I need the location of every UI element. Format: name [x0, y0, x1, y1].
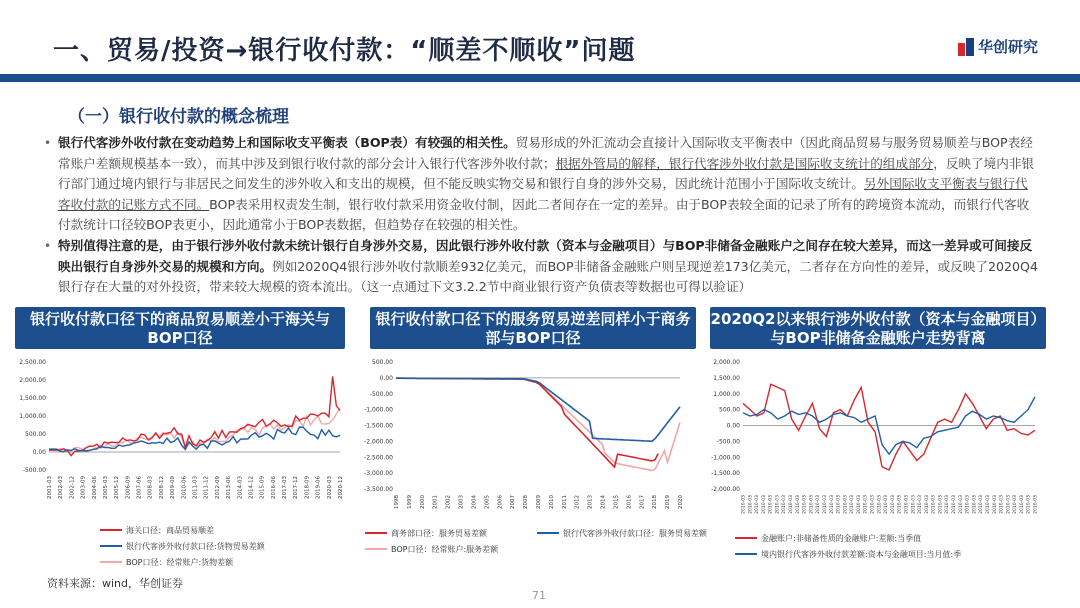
x-tick-label: 2014-12	[248, 476, 255, 499]
x-tick-label: 2010-03	[931, 495, 937, 514]
x-tick-label: 2005-12	[114, 476, 121, 499]
x-tick-label: 2010-03	[795, 495, 801, 514]
x-tick-label: 2010-03	[1026, 495, 1032, 514]
x-tick-label: 2013-06	[226, 476, 233, 499]
x-tick-label: 2008-12	[158, 476, 165, 499]
p1-text-a: 贸易形成的外汇流动会直接计入国际收支平衡表中（因此商品贸易与服务贸易顺差与BOP表经常账户差额规模基本一致），而其中涉及到银行收付款的部分会计入银行代客涉外收付款；	[58, 135, 1033, 171]
p1-underline-b: 另外国际收支平衡表与银行代客收付款的记账方式不同。	[58, 176, 1028, 212]
x-tick-label: 2010-03	[884, 495, 890, 514]
x-tick-label: 2020	[678, 495, 684, 509]
x-tick-label: 2014	[600, 495, 607, 509]
chart1-title: 银行收付款口径下的商品贸易顺差小于海关与BOP口径	[15, 307, 345, 349]
brand-logo	[958, 36, 1038, 57]
legend-label: 金融账户:非储备性质的金融账户:差额:当季值	[761, 533, 922, 543]
legend-swatch	[735, 537, 757, 539]
x-tick-label: 2012	[574, 495, 581, 509]
x-tick-label: 2001	[432, 495, 439, 509]
paragraph-bop-correlation	[44, 133, 1038, 236]
header-divider-bar	[0, 74, 1080, 82]
x-tick-label: 2010-03	[904, 495, 910, 514]
y-tick-label: 2,000.00	[19, 377, 46, 384]
x-tick-label: 2010-03	[809, 495, 815, 514]
chart1-svg	[15, 352, 350, 522]
x-tick-label: 2010-03	[822, 495, 828, 514]
x-tick-label: 2018	[652, 495, 659, 509]
p2-bold-lead: 特别值得注意的是，由于银行涉外收付款未统计银行自身涉外交易，因此银行涉外收付款（资本与金融项目）与BOP非储备金融账户之间存在较大差异，而这一差异或可间接反映出银行自身涉外交易的规模和方向。	[58, 238, 1033, 274]
x-tick-label: 2004-06	[91, 476, 98, 499]
x-tick-label: 2010-03	[836, 495, 842, 514]
legend-swatch	[735, 553, 757, 555]
y-tick-label: 2,000.00	[713, 359, 740, 366]
legend-swatch	[100, 529, 122, 531]
x-tick-label: 2011-12	[203, 476, 210, 499]
x-tick-label: 2010-03	[958, 495, 964, 514]
y-tick-label: 2,500.00	[19, 359, 46, 366]
x-tick-label: 2010-03	[985, 495, 991, 514]
legend-label: 银行代客涉外收付款口径：服务贸易差额	[563, 528, 707, 538]
legend-swatch	[365, 532, 387, 534]
y-tick-label: 0.00	[379, 374, 393, 382]
chart2-panel	[362, 352, 692, 522]
x-tick-label: 2011-03	[192, 476, 199, 499]
x-tick-label: 2017-03	[282, 476, 289, 499]
source-note: 资料来源：wind，华创证券	[47, 577, 184, 590]
p2-text-a: 例如2020Q4银行涉外收付款顺差932亿美元，而BOP非储备金融账户则呈现逆差173亿美元，二者存在方向性的差异，或反映了2020Q4银行存在大量的对外投资，带来较大规模的资本流出。（这一点通过下文3.2.2节中商业银行资产负债表等数据也可得以验证）	[58, 258, 1038, 294]
y-tick-label: -500.00	[22, 467, 46, 474]
chart2-svg	[362, 352, 692, 522]
y-tick-label: -2,500.00	[364, 454, 393, 462]
p1-text-b: ，反映了境内非银行部门通过境内银行与非居民之间发生的涉外收入和支出的规模，但不能反映实物交易和银行自身的涉外交易，因此统计范围小于国际收支统计。	[58, 155, 1035, 191]
x-tick-label: 2010-03	[918, 495, 924, 514]
legend-label: 海关口径：商品贸易顺差	[126, 525, 214, 535]
x-tick-label: 2010-03	[890, 495, 896, 514]
y-tick-label: -1,500.00	[711, 470, 740, 478]
x-tick-label: 2017	[639, 495, 646, 509]
x-tick-label: 2003-09	[80, 476, 87, 499]
y-tick-label: 1,500.00	[19, 395, 46, 402]
x-tick-label: 2010-03	[843, 495, 849, 514]
x-tick-label: 2005	[484, 495, 491, 509]
x-tick-label: 2010-03	[775, 495, 781, 514]
x-tick-label: 2010-03	[979, 495, 985, 514]
x-tick-label: 2010-03	[945, 495, 951, 514]
x-tick-label: 2012-09	[214, 476, 221, 499]
legend-swatch	[100, 545, 122, 547]
x-tick-label: 2018-09	[304, 476, 311, 499]
x-tick-label: 2017-12	[293, 476, 300, 499]
chart1-panel	[15, 352, 350, 522]
logo-icon	[958, 38, 974, 56]
p1-text-c: BOP表采用权责发生制，银行收付款采用资金收付制，因此二者间存在一定的差异。由于BOP表较全面的记录了所有的跨境资本流动，而银行代客收付款统计口径较BOP表更小，因此通常小于BOP表数据，但趋势存在较强的相关性。	[58, 196, 1030, 232]
page-number: 71	[532, 589, 546, 602]
x-tick-label: 2016	[626, 495, 633, 509]
chart3-series-bop-financial	[743, 384, 1035, 470]
x-tick-label: 2010-03	[856, 495, 862, 514]
x-tick-label: 2010-03	[829, 495, 835, 514]
chart3-svg	[705, 352, 1050, 532]
x-tick-label: 2009-09	[170, 476, 177, 499]
x-tick-label: 1999	[406, 495, 413, 509]
x-tick-label: 2010-03	[965, 495, 971, 514]
x-tick-label: 2010-03	[1033, 495, 1039, 514]
chart2-legend	[365, 525, 707, 557]
x-tick-label: 2010-03	[741, 495, 747, 514]
x-tick-label: 2006-09	[125, 476, 132, 499]
legend-swatch	[365, 548, 387, 550]
page-title: 一、贸易/投资→银行收付款：“顺差不顺收”问题	[53, 36, 636, 66]
legend-label: BOP口径：经常账户:服务差额	[391, 544, 499, 554]
logo-text: 华创研究	[978, 38, 1039, 56]
chart3-legend	[735, 530, 961, 562]
x-tick-label: 2010	[548, 495, 555, 509]
x-tick-label: 2010-03	[748, 495, 754, 514]
chart1-series-bank	[49, 427, 340, 452]
y-tick-label: -1,000.00	[364, 406, 393, 414]
x-tick-label: 2011	[561, 495, 568, 509]
y-tick-label: 500.00	[719, 406, 740, 414]
x-tick-label: 2008-03	[147, 476, 154, 499]
x-tick-label: 2009	[536, 495, 542, 509]
x-tick-label: 2014-03	[237, 476, 244, 499]
chart3-title: 2020Q2以来银行涉外收付款（资本与金融项目）与BOP非储备金融账户走势背离	[710, 307, 1046, 349]
x-tick-label: 2010-06	[181, 476, 188, 499]
y-tick-label: 0.00	[726, 422, 740, 430]
chart1-legend	[100, 522, 265, 570]
bullet-icon: •	[44, 239, 52, 253]
x-tick-label: 2005-03	[102, 476, 109, 499]
x-tick-label: 2010-03	[1013, 495, 1019, 514]
x-tick-label: 2000	[419, 495, 426, 509]
x-tick-label: 2010-03	[761, 495, 767, 514]
x-tick-label: 2010-03	[870, 495, 876, 514]
y-tick-label: 1,500.00	[713, 374, 740, 382]
x-tick-label: 2010-03	[999, 495, 1005, 514]
x-tick-label: 2015-09	[259, 476, 266, 499]
section-heading: （一）银行收付款的概念梳理	[68, 107, 289, 127]
x-tick-label: 2003	[458, 495, 465, 509]
legend-label: 境内银行代客涉外收付款差额:资本与金融项目:当月值:季	[761, 549, 962, 559]
p1-underline-a: 根据外管局的解释，银行代客涉外收付款是国际收支统计的组成部分	[555, 155, 934, 171]
paragraph-bank-own-transactions	[44, 236, 1038, 298]
x-tick-label: 2010-03	[816, 495, 822, 514]
x-tick-label: 2002-12	[69, 476, 76, 499]
x-tick-label: 2010-03	[768, 495, 774, 514]
x-tick-label: 2010-03	[863, 495, 869, 514]
x-tick-label: 2015	[613, 495, 620, 509]
x-tick-label: 1998	[394, 495, 400, 509]
x-tick-label: 2010-03	[755, 495, 761, 514]
legend-label: 商务部口径：服务贸易差额	[391, 528, 487, 538]
x-tick-label: 2010-03	[972, 495, 978, 514]
x-tick-label: 2010-03	[1019, 495, 1025, 514]
x-tick-label: 2010-03	[877, 495, 883, 514]
x-tick-label: 2010-03	[850, 495, 856, 514]
chart2-title: 银行收付款口径下的服务贸易逆差同样小于商务部与BOP口径	[370, 307, 696, 349]
x-tick-label: 2008	[523, 495, 530, 509]
y-tick-label: -2,000.00	[711, 486, 740, 493]
x-tick-label: 2020-12	[338, 476, 344, 499]
x-tick-label: 2016-06	[270, 476, 277, 499]
chart2-series-bank	[396, 378, 680, 441]
legend-swatch	[100, 561, 122, 563]
p1-bold-lead: 银行代客涉外收付款在变动趋势上和国际收支平衡表（BOP表）有较强的相关性。	[58, 135, 516, 150]
y-tick-label: -500.00	[369, 390, 393, 398]
x-tick-label: 2007-06	[136, 476, 143, 499]
x-tick-label: 2010-03	[1006, 495, 1012, 514]
x-tick-label: 2002	[445, 495, 452, 509]
x-tick-label: 2010-03	[802, 495, 808, 514]
x-tick-label: 2013	[587, 495, 594, 509]
x-tick-label: 2010-03	[789, 495, 795, 514]
x-tick-label: 2010-03	[938, 495, 944, 514]
chart3-panel	[705, 352, 1050, 532]
x-tick-label: 2010-03	[952, 495, 958, 514]
y-tick-label: -500.00	[716, 438, 740, 446]
y-tick-label: 0.00	[32, 449, 46, 456]
y-tick-label: 500.00	[372, 359, 393, 366]
y-tick-label: 1,000.00	[713, 390, 740, 398]
x-tick-label: 2010-03	[911, 495, 917, 514]
legend-label: 银行代客涉外收付款口径:货物贸易差额	[126, 541, 265, 551]
chart2-series-bop	[396, 378, 680, 470]
x-tick-label: 2004	[471, 495, 478, 509]
x-tick-label: 2007	[510, 495, 517, 509]
y-tick-label: 500.00	[25, 431, 46, 438]
y-tick-label: -1,000.00	[711, 454, 740, 462]
x-tick-label: 2019	[665, 495, 672, 509]
y-tick-label: 1,000.00	[19, 413, 46, 420]
legend-swatch	[537, 532, 559, 534]
x-tick-label: 2010-03	[897, 495, 903, 514]
x-tick-label: 2006	[497, 495, 504, 509]
y-tick-label: -3,000.00	[364, 470, 393, 478]
legend-label: BOP口径：经常账户:货物差额	[126, 557, 234, 567]
x-tick-label: 2001-03	[47, 476, 53, 499]
bullet-icon: •	[44, 136, 52, 150]
x-tick-label: 2010-03	[924, 495, 930, 514]
y-tick-label: -2,000.00	[364, 438, 393, 446]
x-tick-label: 2010-03	[782, 495, 788, 514]
y-tick-label: -3,500.00	[364, 486, 393, 493]
x-tick-label: 2002-03	[58, 476, 65, 499]
chart2-series-mofcom	[396, 378, 658, 467]
y-tick-label: -1,500.00	[364, 422, 393, 430]
x-tick-label: 2010-03	[992, 495, 998, 514]
x-tick-label: 2020-03	[326, 476, 333, 499]
x-tick-label: 2019-06	[315, 476, 322, 499]
